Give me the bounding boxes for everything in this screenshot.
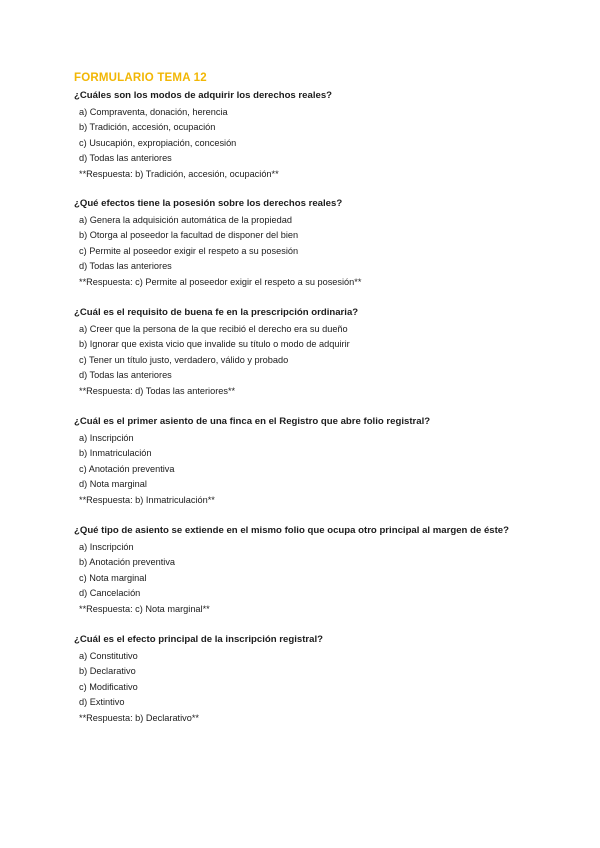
option-d: d) Cancelación [79,588,141,599]
question-block [74,197,574,290]
question-text: ¿Qué tipo de asiento se extiende en el mismo folio que ocupa otro principal al margen de éste? [74,525,510,536]
question-block [74,89,574,182]
option-c: c) Anotación preventiva [79,463,175,474]
answer-text: **Respuesta: b) Declarativo** [79,712,200,723]
answer-text: **Respuesta: d) Todas las anteriores** [79,385,236,396]
option-c: c) Nota marginal [79,572,147,583]
option-c: c) Usucapión, expropiación, concesión [79,137,237,148]
option-a: a) Compraventa, donación, herencia [79,106,228,117]
option-b: b) Tradición, accesión, ocupación [79,122,216,133]
question-text: ¿Cuáles son los modos de adquirir los derechos reales? [74,90,333,101]
answer-text: **Respuesta: c) Permite al poseedor exigir el respeto a su posesión** [79,276,362,287]
option-d: d) Todas las anteriores [79,153,172,164]
option-d: d) Todas las anteriores [79,370,172,381]
question-block [74,524,574,617]
answer-text: **Respuesta: c) Nota marginal** [79,603,210,614]
question-text: ¿Cuál es el primer asiento de una finca en el Registro que abre folio registral? [74,416,431,427]
option-d: d) Extintivo [79,697,125,708]
answer-text: **Respuesta: b) Inmatriculación** [79,494,215,505]
option-b: b) Otorga al poseedor la facultad de disponer del bien [79,230,299,241]
option-c: c) Tener un título justo, verdadero, válido y probado [79,354,289,365]
option-b: b) Ignorar que exista vicio que invalide su título o modo de adquirir [79,339,350,350]
question-block [74,306,574,399]
option-b: b) Inmatriculación [79,448,152,459]
option-a: a) Inscripción [79,541,134,552]
option-b: b) Declarativo [79,666,136,677]
question-block [74,633,574,726]
option-d: d) Todas las anteriores [79,261,172,272]
question-text: ¿Cuál es el requisito de buena fe en la prescripción ordinaria? [74,307,359,318]
document-title: FORMULARIO TEMA 12 [74,72,207,84]
option-c: c) Permite al poseedor exigir el respeto a su posesión [79,245,299,256]
option-a: a) Creer que la persona de la que recibió el derecho era su dueño [79,323,348,334]
option-a: a) Constitutivo [79,650,138,661]
option-a: a) Genera la adquisición automática de la propiedad [79,214,292,225]
option-b: b) Anotación preventiva [79,557,176,568]
option-c: c) Modificativo [79,681,138,692]
question-text: ¿Cuál es el efecto principal de la inscripción registral? [74,634,323,645]
option-d: d) Nota marginal [79,479,147,490]
answer-text: **Respuesta: b) Tradición, accesión, ocupación** [79,168,279,179]
question-block [74,415,574,508]
option-a: a) Inscripción [79,432,134,443]
question-text: ¿Qué efectos tiene la posesión sobre los derechos reales? [74,198,343,209]
